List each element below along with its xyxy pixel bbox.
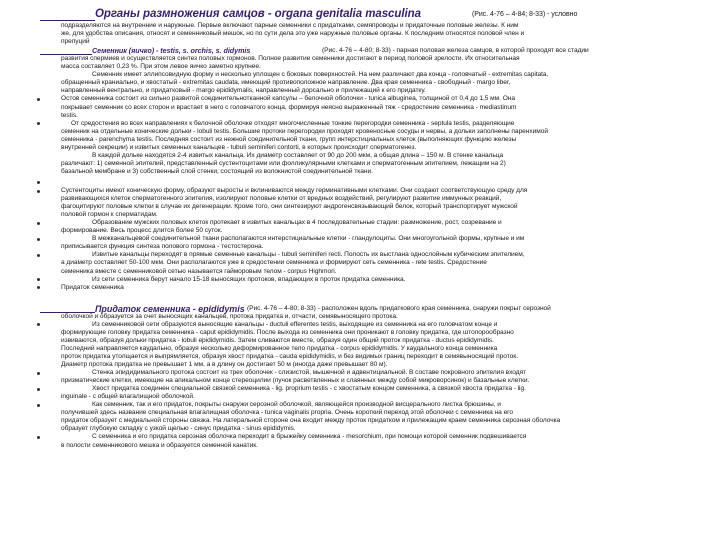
intro-line: препуций — [61, 38, 90, 46]
testis-line: различают: 1) семенной эпителий, представленный сустентоцитами или фолликулярными клетками и сперматогенным эпителием, лежащим на 2) — [61, 159, 506, 167]
intro-line: подразделяются на внутренние и наружные. Первые включают парные семенники с придатками, семяпроводы и придаточные половые железы. К ним — [61, 22, 519, 29]
epididymis-line: призматические клетки, имеющие на апикальном конце стереоцилии (пучок расветвленных и слаянных между собой микроворсинок) и базальные клетки. — [61, 377, 530, 385]
section2-ref: (Рис. 4-76 – 4-80; 8-33) - расположен вдоль придаткового края семенника, снаружи покрыт серозной — [247, 304, 551, 312]
testis-line: В каждой дольке находятся 2-4 извитых канальца. Их диаметр составляет от 90 до 200 мкм, а общая длина – 150 м. В стенке канальца — [92, 151, 504, 159]
bullet-marker — [37, 181, 40, 184]
epididymis-line: Хвост придатка соединен специальной связкой семенника - lig. proprium testis - с хвостатым концом семенника, а связкой хвоста придатка - lig. — [92, 385, 526, 393]
body-line: Извитые канальцы переходят в прямые семенные канальцы - tubuli seminiferi recti. Полость их выстлана однослойным кубическим эпителием, — [92, 251, 525, 259]
testis-line: покрывает семенник со всех сторон и врастает в него с головчатого конца, формируя неясно выраженный тяж - средостение семенника - mediastinum — [61, 103, 517, 111]
testis-line: масса составляет 0,23 %. При этом левое яичко заметно крупнее. — [61, 63, 261, 71]
body-line: фагоцитируют половые клетки в случае их дегенерации. Кроме того, они синтезируют андрогенсвязывающий белок, который транспортирует мужской — [61, 203, 518, 211]
body-line: Придаток семенника — [61, 283, 124, 291]
section-title-organs: Органы размножения самцов - organa genitalia masculina — [95, 8, 421, 20]
epididymis-line: Стенка эпидидимального протока состоит из трех оболочек - слизистой, мышечной и адвентициальной. В составе покровного эпителия входят — [92, 369, 527, 377]
testis-line: обращенный краниально, и хвостатый - extremitas caudata, имеющий противоположное направление. Два края семенника - свободный - margo liber, — [61, 79, 511, 87]
bullet-marker — [37, 323, 40, 326]
epididymis-line: получившей здесь название специальная влагалищная оболочка - tunica vaginalis propria. Очень короткий переход этой оболочки с семенника на его — [61, 409, 514, 417]
bullet-marker — [37, 98, 40, 101]
body-line: развивающихся клеток сперматогенного эпителия, изолируют половые клетки от вредных воздействий, регулируют развитие иммунных реакций, — [61, 195, 502, 203]
bullet-marker — [37, 122, 40, 125]
bullet-marker — [37, 222, 40, 225]
heading-rule — [40, 20, 95, 21]
epididymis-line: С семенника и его придатка серозная оболочка переходит в брыжейку семенника - mesorchium, при помощи которой семенник подвешивается — [92, 433, 527, 441]
body-line: Из сети семенника берут начало 15-18 выносящих протоков, впадающих в проток придатка семенника. — [92, 275, 406, 283]
body-line: формирование. Весь процесс длится более 50 суток. — [61, 227, 223, 235]
body-line: приписывается функция синтеза полового гормона - тестостерона. — [61, 243, 264, 251]
testis-line: Семенник имеет эллипсовидную форму и несколько уплощен с боковых поверхностей. На нем различают два конца - головчатый - extremitas capitata, — [92, 71, 549, 79]
body-line: половой гормон к сперматидам. — [61, 211, 158, 219]
body-line: Образование мужских половых клеток протекает в извитых канальцах в 4 последовательные стадии: размножение, рост, созревание и — [92, 219, 502, 227]
bullet-marker — [37, 372, 40, 375]
epididymis-line: Диаметр протока придатка не превышает 1 мм, а в длину он достигает 50 м (иногда даже превышает 80 м). — [61, 361, 388, 368]
bullet-marker — [37, 404, 40, 407]
testis-line: развития спермиев и осуществляется синтез половых гормонов. Полное развитие семенники достигают в период половой зрелости. Их относительная — [61, 55, 520, 63]
body-line: а диаметр составляет 50-100 мкм. Они располагаются уже в средостении семенника и формируют сеть семенника - rete testis. Средостение — [61, 259, 487, 267]
body-line: Сустентоциты имеют коническую форму, образуют выросты и вклиниваются между герминативными клетками. Они создают соответствующую среду для — [61, 187, 528, 194]
body-line: В межканальцевой соединительной ткани располагаются интерстициальные клетки - гландулоциты. Они многоугольной формы, крупные и им — [92, 235, 525, 243]
testis-title: Семенник (яичко) - testis, s. orchis, s. didymis — [92, 46, 251, 56]
section-ref: (Рис. 4-76 – 4-84; 8-33) - условно — [472, 11, 578, 18]
bullet-marker — [37, 190, 40, 193]
epididymis-line: проток придатка утолщается и выпрямляется, образуя хвост придатка - cauda epididymidis, и без видимых границ переходит в семявыносящий проток. — [61, 352, 518, 360]
testis-line: testis. — [61, 111, 78, 119]
epididymis-line: inguinale - с общей влагалищной оболочкой. — [61, 393, 195, 401]
testis-line: внутренней секреции) и извитых семенных канальцев - tubuli seminiferi contorti, в которых происходит сперматогенез. — [61, 143, 417, 151]
intro-line: же, для удобства описания, относят и семенниковый мешок, но по сути дела это уже наружные половые органы. К последним относятся половой член и — [61, 30, 525, 38]
body-line: семенника вместе с семенниковой сетью называется гайморовым телом - corpus Highmori. — [61, 267, 337, 275]
epididymis-line: формирующие головку придатка семенника - caput epididymidis. После выхода из семенника они проникают в головку придатка, где штопорообразно — [61, 328, 514, 336]
testis-line: От средостения во всех направлениях к белочной оболочке отходят многочисленные тонкие перегородки семенника - septula testis, разделяющие — [71, 119, 515, 127]
epididymis-line: в полости семенникового мешка и образуется семенной канатик. — [61, 441, 258, 449]
testis-line: семенник на отдельные конические дольки - lobuli testis. Большие протоки перегородки проходят кровеносные сосуды и нервы, а дольки заполнены паренхимой — [61, 127, 548, 135]
epididymis-line: извиваются, образуя дольки придатка - lobuli epididymidis. Затем сливаются вместе, образуя один общий проток придатка - ductus epididymidis. — [61, 336, 494, 344]
testis-line: (Рис. 4-76 – 4-80; 8-33) - парная половая железа самцов, в которой проходят все стадии — [322, 47, 589, 55]
bullet-marker — [37, 254, 40, 257]
bullet-marker — [37, 238, 40, 241]
bullet-marker — [37, 286, 40, 289]
bullet-marker — [37, 388, 40, 391]
bullet-marker — [37, 436, 40, 439]
epididymis-line: образует глубокую складку с узкой щелью - синус придатка - sinus epididymis. — [61, 425, 296, 433]
bullet-marker — [37, 278, 40, 281]
epididymis-line: Как семенник, так и его придаток, покрыты снаружи серозной оболочкой, являющейся производной висцерального листка брюшины, и — [92, 401, 501, 409]
testis-line: семенника - parenchyma testis. Последняя состоит из нежной соединительной ткани, групп интерстициальных клеток (выполняющих функцию железы — [61, 135, 517, 143]
testis-line: Остов семенника состоит из сильно развитой соединительнотканной капсулы – белочной оболочки - tunica albuginea, толщиной от 0,4 до 1,5 мм. Она — [61, 95, 515, 103]
testis-line: базальной мембране и 3) собственный слой стенки, состоящий из волокнистой соединительной ткани. — [61, 167, 373, 175]
epididymis-line: оболочкой и образуется за счет выносящих канальцев, протока придатка и, отчасти, семявыносящего протока. — [61, 312, 398, 320]
epididymis-line: Последний направляется каудально, образуя несколько деформированное тело придатка - corpus epididymidis. У каудального конца семенника — [61, 344, 498, 352]
section-title-epididymis: Придаток семенника - epididymis — [95, 303, 245, 314]
epididymis-line: придаток образует с медиальной стороны связка. На латеральной стороне она входит между проток придатком и прилежащим краем семенника серозная оболочка — [61, 417, 561, 425]
testis-line: направленный вентрально, и придатковый - margo epididymalis, направленный дорсально и прилежащий к его придатку. — [61, 87, 426, 95]
epididymis-line: Из семенниковой сети образуются выносящие канальцы - ductuli efferentes testis, выходящие из семенника на его головчатом конце и — [92, 320, 498, 328]
